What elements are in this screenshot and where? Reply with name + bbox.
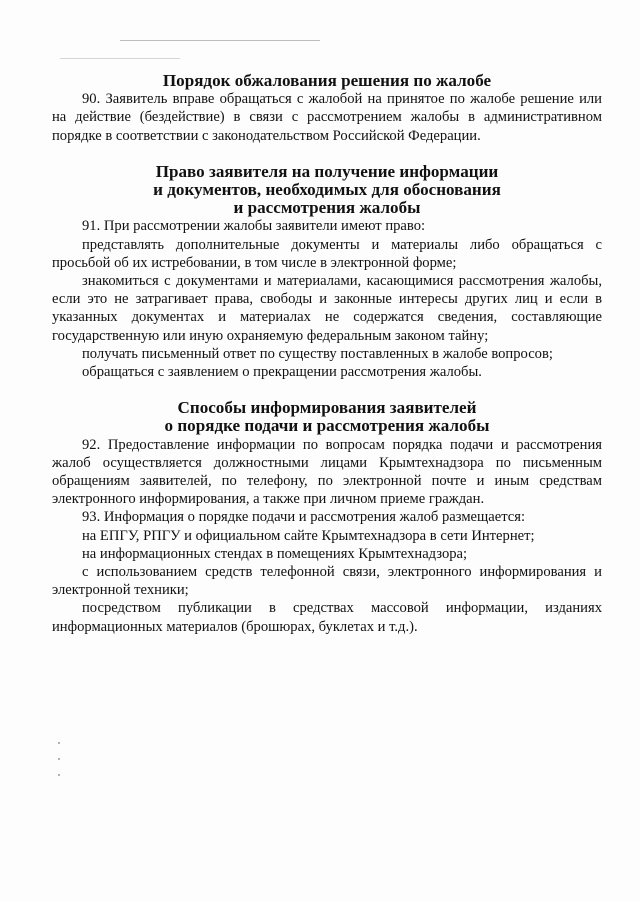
heading-line: Право заявителя на получение информации [155, 161, 499, 181]
paragraph-93-item-4: посредством публикации в средствах массовой информации, изданиях информационных материалов (брошюрах, буклетах и т.д.). [52, 600, 602, 635]
heading-line: Способы информирования заявителей [177, 398, 477, 418]
scan-artifact [58, 758, 60, 760]
paragraph-91-item-1: представлять дополнительные документы и материалы либо обращаться с просьбой об их истребовании, в том числе в электронной форме; [52, 236, 602, 271]
paragraph-91-item-3: получать письменный ответ по существу поставленных в жалобе вопросов; [82, 345, 553, 362]
paragraph-91-item-4: обращаться с заявлением о прекращении рассмотрения жалобы. [82, 364, 482, 381]
scan-artifact [58, 774, 60, 776]
scan-artifact [58, 742, 60, 744]
paragraph-92: 92. Предоставление информации по вопросам порядка подачи и рассмотрения жалоб осуществляется должностными лицами Крымтехнадзора по письменным обращениям заявителей, по телефону, по электронной почте и иным средствам электронного информирования, а также при личном приеме граждан. [52, 436, 602, 508]
heading-line: и документов, необходимых для обоснования [153, 180, 501, 200]
paragraph-93-item-1: на ЕПГУ, РПГУ и официальном сайте Крымтехнадзора в сети Интернет; [82, 527, 535, 544]
paragraph-93-item-3: с использованием средств телефонной связи, электронного информирования и электронной техники; [52, 564, 602, 599]
paragraph-93: 93. Информация о порядке подачи и рассмотрения жалоб размещается: [82, 509, 526, 526]
paragraph-91-item-2: знакомиться с документами и материалами, касающимися рассмотрения жалобы, если это не затрагивает права, свободы и законные интересы других лиц и если в указанных документах и материалах не содержатся сведения, составляющие государственную или иную охраняемую федеральным законом тайну; [52, 273, 602, 344]
paragraph-91: 91. При рассмотрении жалобы заявители имеют право: [82, 218, 426, 235]
section-heading-information-methods [52, 399, 602, 435]
heading-line: и рассмотрения жалобы [233, 198, 421, 218]
paragraph-93-item-2: на информационных стендах в помещениях Крымтехнадзора; [82, 545, 468, 562]
document-body [52, 72, 602, 636]
heading-line: о порядке подачи и рассмотрения жалобы [164, 416, 490, 436]
scan-artifact [120, 40, 320, 41]
paragraph-90: 90. Заявитель вправе обращаться с жалобой на принятое по жалобе решение или на действие (бездействие) в связи с рассмотрением жалобы в административном порядке в соответствии с законодательством Российской Федерации. [52, 91, 602, 144]
section-heading-appeal-procedure: Порядок обжалования решения по жалобе [162, 71, 492, 90]
section-heading-applicant-rights [52, 163, 602, 218]
scan-artifact [60, 58, 180, 59]
